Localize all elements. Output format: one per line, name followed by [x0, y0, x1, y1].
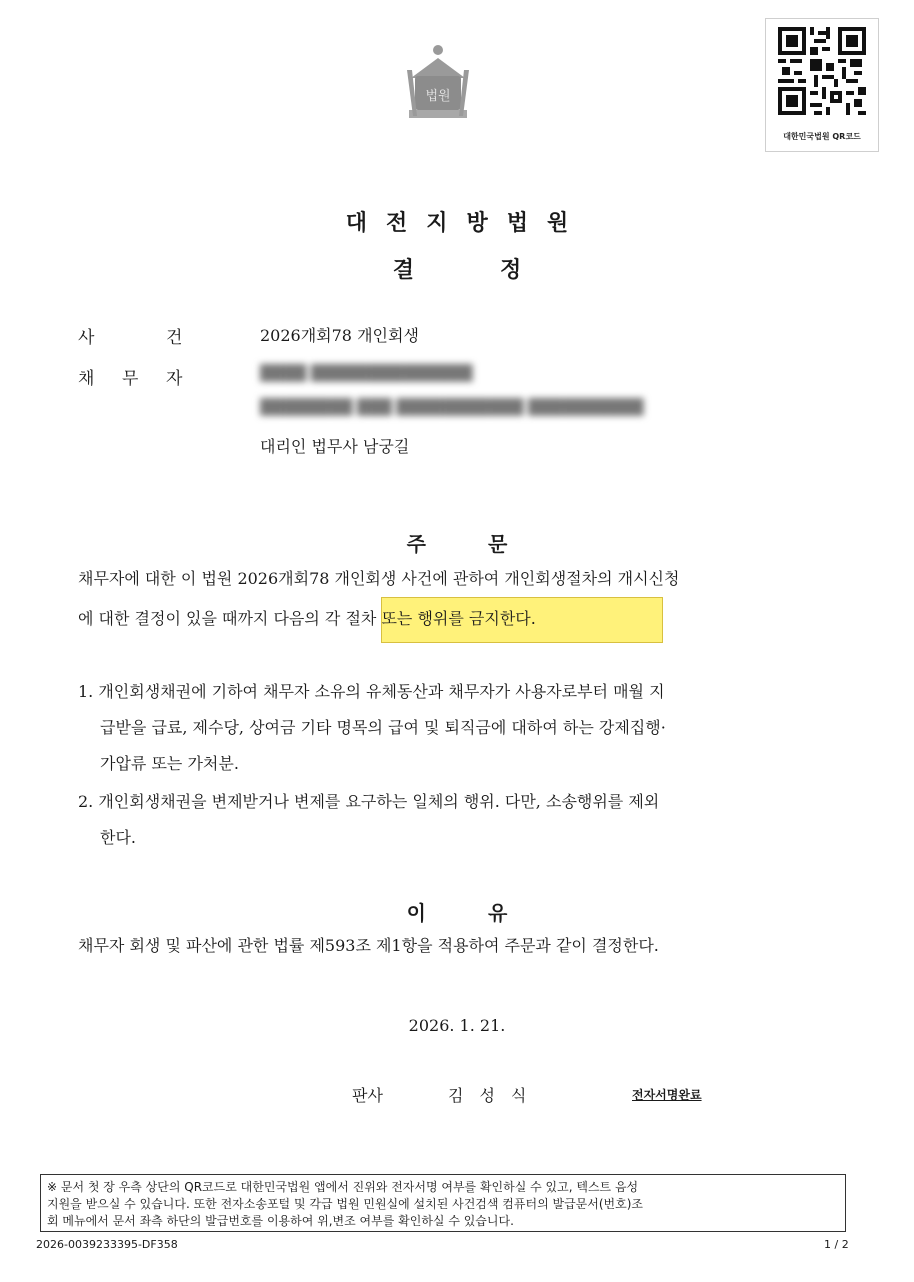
notice-line-2: 지원을 받으실 수 있습니다. 또한 전자소송포털 및 각급 법원 민원실에 설치된 사건검색 컴퓨터의 발급문서(번호)조 [47, 1197, 644, 1211]
item-2-line-1: 2. 개인회생채권을 변제받거나 변제를 요구하는 일체의 행위. 다만, 소송행위를 제외 [78, 792, 660, 811]
court-seal-icon [403, 40, 473, 130]
item-1-line-3: 가압류 또는 가처분. [100, 754, 239, 773]
svg-text:법원: 법원 [425, 89, 451, 104]
notice-line-3: 회 메뉴에서 문서 좌측 하단의 발급번호를 이용하여 위,변조 여부를 확인하실 수 있습니다. [47, 1214, 514, 1228]
reason-title: 이 유 [406, 901, 508, 925]
qr-caption: 대한민국법원 QR코드 [783, 132, 861, 141]
judge-title: 판사 [352, 1086, 383, 1105]
reason-text: 채무자 회생 및 파산에 관한 법률 제593조 제1항을 적용하여 주문과 같이 결정한다. [78, 936, 659, 955]
e-signature-status: 전자서명완료 [632, 1088, 702, 1102]
notice-line-1: ※ 문서 첫 장 우측 상단의 QR코드로 대한민국법원 앱에서 진위와 전자서명 여부를 확인하실 수 있고, 텍스트 음성 [47, 1180, 639, 1194]
judge-name: 김성식 [448, 1086, 543, 1105]
order-line-2 [78, 604, 536, 634]
decision-date: 2026. 1. 21. [408, 1016, 506, 1035]
debtor-address-redacted: ████████ ███ ███████████ ██████████ [260, 398, 644, 416]
doc-type-char-1: 결 [392, 257, 414, 283]
document-type [0, 253, 914, 284]
qr-code-icon [778, 27, 866, 115]
issue-number: 2026-0039233395-DF358 [36, 1238, 178, 1251]
order-line-2-pre: 에 대한 결정이 있을 때까지 다음의 [78, 609, 320, 628]
debtor-name-redacted: ████ ██████████████ [260, 364, 473, 382]
doc-type-char-2: 정 [500, 257, 522, 283]
agent: 대리인 법무사 남궁길 [260, 437, 410, 456]
order-line-2-highlight: 각 절차 또는 행위를 금지한다. [324, 609, 536, 628]
court-name: 대전지방법원 [345, 210, 588, 236]
verification-notice [40, 1174, 846, 1232]
item-1-line-2: 급받을 급료, 제수당, 상여금 기타 명목의 급여 및 퇴직금에 대하여 하는 강제집행· [100, 718, 666, 737]
order-line-1: 채무자에 대한 이 법원 2026개회78 개인회생 사건에 관하여 개인회생절차의 개시신청 [78, 569, 680, 588]
case-value: 2026개회78 개인회생 [260, 326, 419, 345]
debtor-label: 채 무 자 [78, 369, 183, 389]
case-label: 사 건 [78, 328, 183, 348]
item-2-line-2: 한다. [100, 828, 136, 847]
page-number: 1 / 2 [824, 1238, 849, 1251]
item-1-line-1: 1. 개인회생채권에 기하여 채무자 소유의 유체동산과 채무자가 사용자로부터 매월 지 [78, 682, 665, 701]
qr-code-panel [765, 18, 879, 152]
order-title: 주 문 [406, 532, 508, 556]
